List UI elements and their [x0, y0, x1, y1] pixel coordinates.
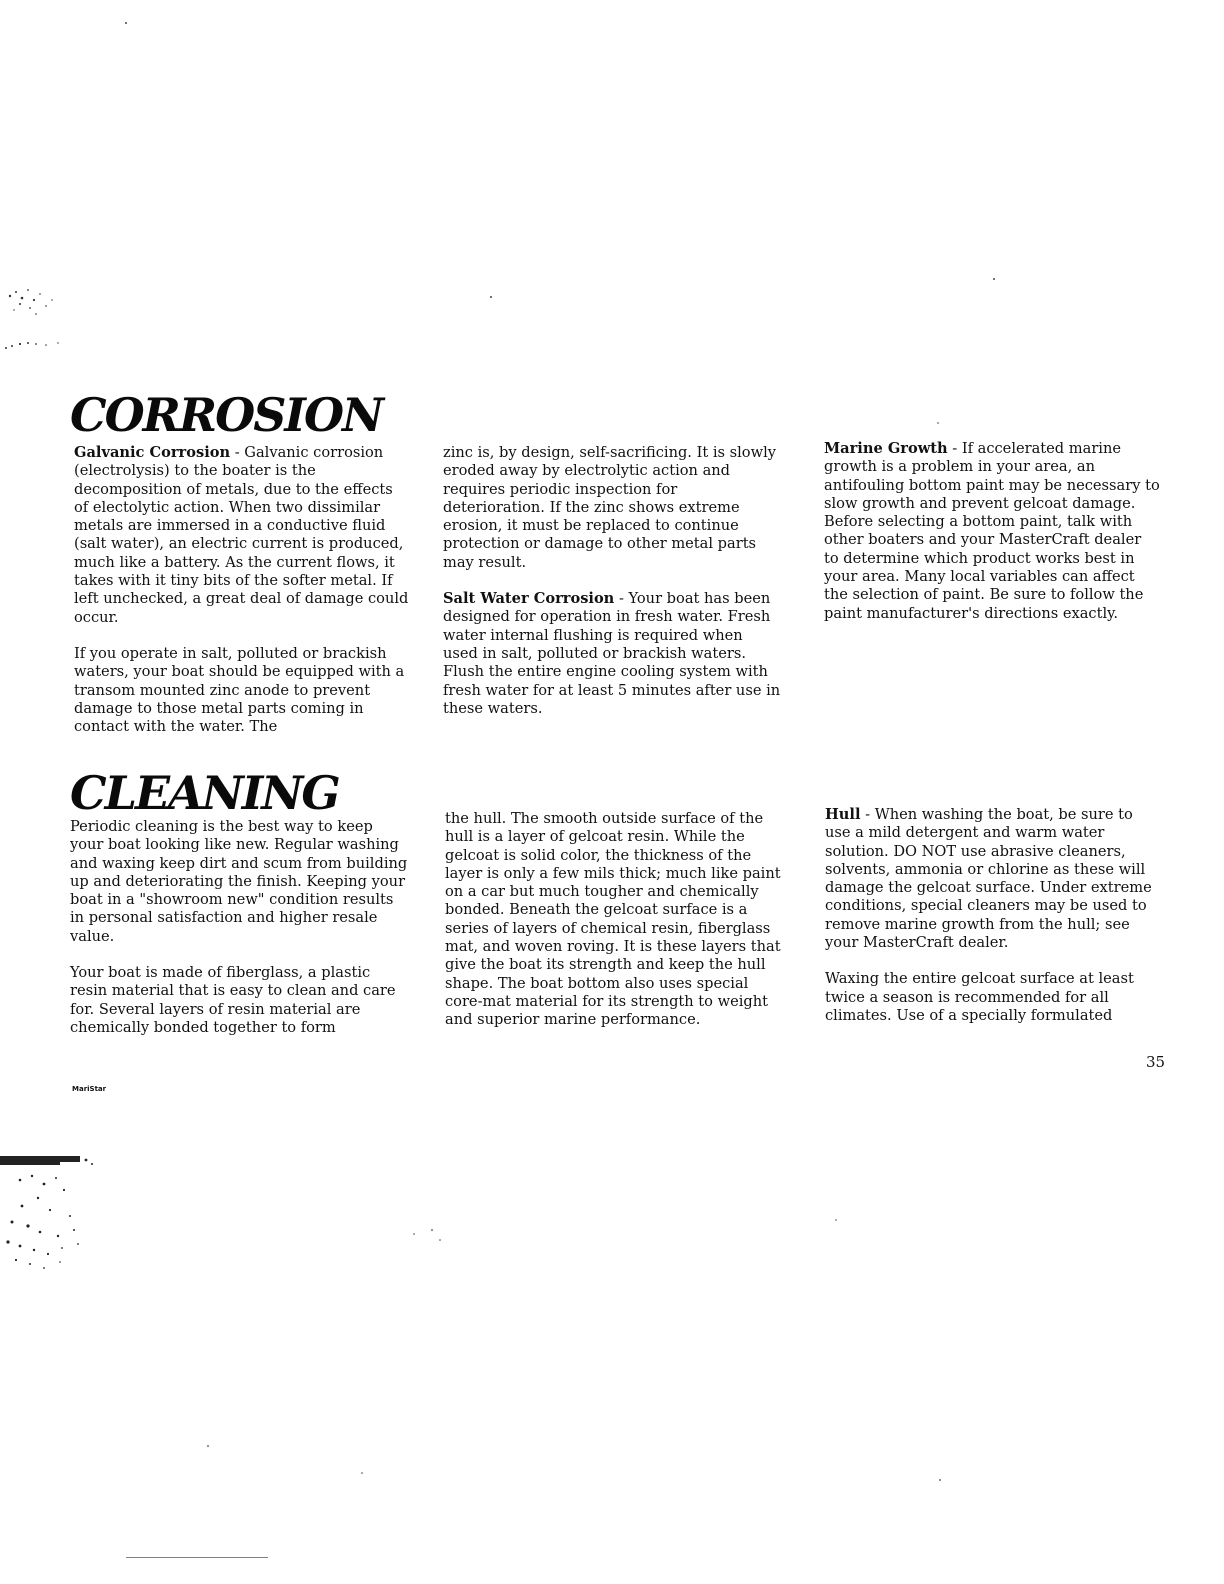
paragraph-hull-washing — [825, 806, 1161, 952]
paragraph-salt-water-corrosion — [443, 590, 781, 718]
text-hull-washing: - When washing the boat, be sure to use a mild detergent and warm water solution. DO NOT use abrasive cleaners, solvents, ammonia or chlorine as these will damage the gelcoat surface. Under extreme conditions, special cleaners may be used to remove marine growth from the hull; see your MasterCraft dealer. — [825, 806, 1152, 952]
text-fiberglass: Your boat is made of fiberglass, a plastic resin material that is easy to clean and care for. Several layers of resin material are chemically bonded together to form — [70, 964, 396, 1036]
corrosion-column-2 — [443, 444, 781, 736]
bottom-rule — [126, 1557, 268, 1558]
text-zinc-anode: If you operate in salt, polluted or brackish waters, your boat should be equipped with a transom mounted zinc anode to prevent damage to those metal parts coming in contact with the water. The — [74, 644, 405, 736]
text-galvanic-corrosion: - Galvanic corrosion (electrolysis) to the boater is the decomposition of metals, due to the effects of electolytic action. When two dissimilar metals are immersed in a conductive fluid (salt water), an electric current is produced, much like a battery. As the current flows, it takes with it tiny bits of the softer metal. If left unchecked, a great deal of damage could occur. — [74, 444, 409, 626]
cleaning-column-1 — [70, 818, 410, 1055]
paragraph-galvanic-corrosion — [74, 444, 410, 627]
text-waxing: Waxing the entire gelcoat surface at least twice a season is recommended for all climates. Use of a specially formulated — [825, 970, 1134, 1024]
paragraph-waxing — [825, 970, 1161, 1025]
footer-logo-mark: MariStar — [72, 1085, 107, 1093]
cleaning-column-3 — [825, 806, 1161, 1043]
paragraph-zinc-anode — [74, 645, 410, 736]
lead-marine-growth: Marine Growth — [824, 440, 948, 457]
paragraph-fiberglass — [70, 964, 410, 1037]
paragraph-periodic-cleaning — [70, 818, 410, 946]
cleaning-column-2 — [445, 810, 781, 1048]
section-title-cleaning: CLEANING — [70, 766, 339, 820]
text-zinc-continued: zinc is, by design, self-sacrificing. It is slowly eroded away by electrolytic action and requires periodic inspection for deterioration. If the zinc shows extreme erosion, it must be replaced to continue protection or damage to other metal parts may result. — [443, 444, 776, 571]
lead-salt-water-corrosion: Salt Water Corrosion — [443, 590, 615, 608]
text-marine-growth: - If accelerated marine growth is a problem in your area, an antifouling bottom paint may be necessary to slow growth and prevent gelcoat damage. Before selecting a bottom paint, talk with other boaters and your MasterCraft dealer to determine which product works best in your area. Many local variables can affect the selection of paint. Be sure to follow the paint manufacturer's directions exactly. — [824, 440, 1160, 622]
section-title-corrosion: CORROSION — [70, 388, 383, 442]
paragraph-hull-layers — [445, 810, 781, 1030]
corrosion-column-1 — [74, 444, 410, 754]
text-hull-layers: the hull. The smooth outside surface of the hull is a layer of gelcoat resin. While the gelcoat is solid color, the thickness of the layer is only a few mils thick; much like paint on a car but much tougher and chemically bonded. Beneath the gelcoat surface is a series of layers of chemical resin, fiberglass mat, and woven roving. It is these layers that give the boat its strength and keep the hull shape. The boat bottom also uses special core-mat material for its strength to weight and superior marine performance. — [445, 810, 781, 1029]
page-number: 35 — [1146, 1053, 1166, 1071]
lead-galvanic-corrosion: Galvanic Corrosion — [74, 444, 231, 461]
lead-hull: Hull — [825, 806, 861, 823]
text-salt-water-corrosion: - Your boat has been designed for operation in fresh water. Fresh water internal flushing is required when used in salt, polluted or brackish waters. Flush the entire engine cooling system with fresh water for at least 5 minutes after use in these waters. — [443, 590, 781, 717]
text-periodic-cleaning: Periodic cleaning is the best way to keep your boat looking like new. Regular washing and waxing keep dirt and scum from building up and deteriorating the finish. Keeping your boat in a "showroom new" condition results in personal satisfaction and higher resale value. — [70, 818, 408, 945]
corrosion-column-3 — [824, 440, 1160, 641]
paragraph-zinc-continued — [443, 444, 781, 572]
paragraph-marine-growth — [824, 440, 1160, 623]
